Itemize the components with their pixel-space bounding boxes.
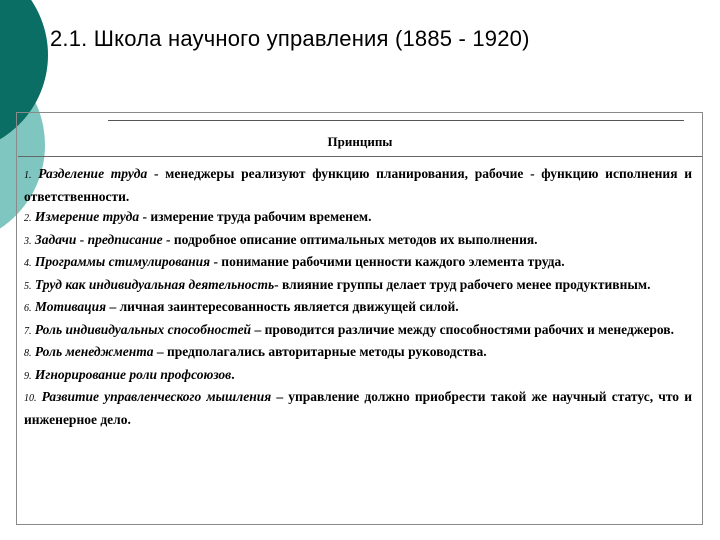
item-text: - подробное описание оптимальных методов их выполнения. [162, 231, 538, 247]
item-number: 9. [24, 370, 32, 382]
list-item [24, 207, 692, 230]
item-term: Труд как индивидуальная деятельность [34, 276, 275, 292]
list-item [24, 164, 692, 207]
table-top-line [108, 120, 684, 121]
slide-title: 2.1. Школа научного управления (1885 - 1920) [50, 26, 530, 51]
item-text: – управление должно приобрести такой же научный статус, что и инженерное дело. [24, 389, 692, 427]
item-term: Измерение труда [34, 209, 140, 224]
item-text: - измерение труда рабочим временем. [139, 209, 372, 224]
item-term: Задачи - предписание [34, 231, 163, 247]
item-term: Мотивация [34, 299, 107, 314]
item-term: Программы стимулирования [34, 254, 211, 269]
item-text: - влияние группы делает труд рабочего менее продуктивным. [274, 276, 651, 292]
item-number: 5. [24, 280, 32, 292]
item-term: Игнорирование роли профсоюзов [34, 366, 232, 382]
item-text: – предполагались авторитарные методы руководства. [153, 344, 487, 359]
list-item [24, 387, 692, 430]
item-text: - понимание рабочими ценности каждого элемента труда. [210, 254, 565, 269]
item-term: Роль менеджмента [34, 344, 154, 359]
item-term: Развитие управленческого мышления [41, 389, 272, 404]
item-text: – личная заинтересованность является движущей силой. [106, 299, 459, 314]
item-text: – проводится различие между способностями рабочих и менеджеров. [251, 321, 674, 337]
item-term: Роль индивидуальных способностей [34, 321, 252, 337]
item-number: 1. [24, 170, 32, 181]
table-header-separator [18, 156, 702, 157]
list-item [24, 252, 692, 275]
item-number: 3. [24, 235, 32, 247]
principles-list [24, 164, 692, 430]
list-item [24, 230, 692, 253]
list-item [24, 320, 692, 343]
item-number: 8. [24, 348, 32, 359]
list-item [24, 342, 692, 365]
item-number: 6. [24, 303, 32, 314]
list-item [24, 365, 692, 388]
item-number: 2. [24, 213, 32, 224]
list-item [24, 297, 692, 320]
item-text: . [231, 366, 235, 382]
item-number: 10. [24, 393, 37, 404]
item-number: 7. [24, 325, 32, 337]
item-term: Разделение труда [38, 166, 148, 181]
table-heading: Принципы [327, 134, 393, 149]
item-text: - менеджеры реализуют функцию планирования, рабочие - функцию исполнения и ответственности. [24, 166, 693, 204]
list-item [24, 275, 692, 298]
item-number: 4. [24, 258, 32, 269]
